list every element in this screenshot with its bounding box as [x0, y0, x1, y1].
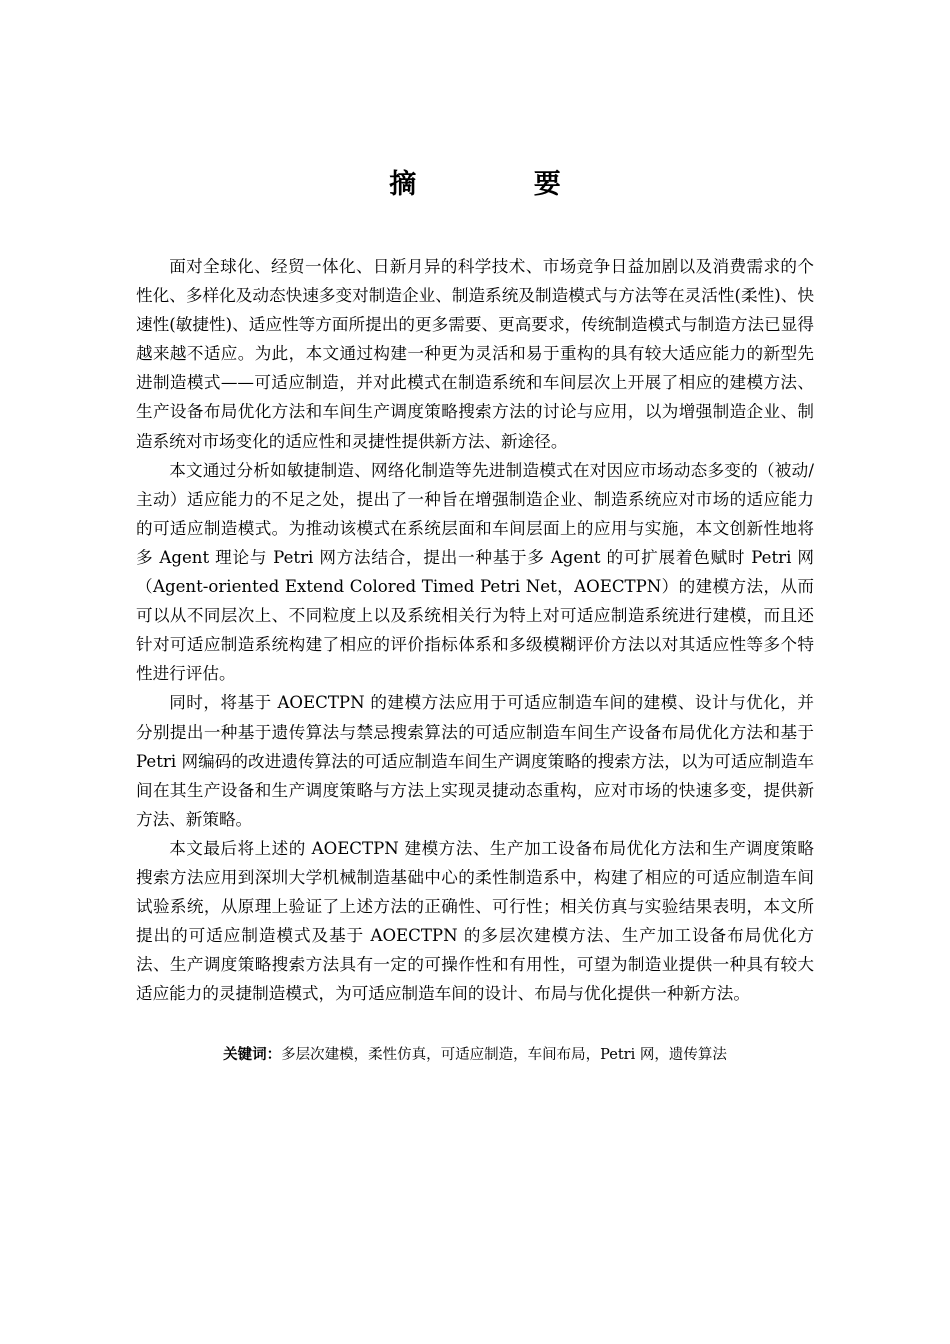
abstract-paragraph-4: 本文最后将上述的 AOECTPN 建模方法、生产加工设备布局优化方法和生产调度策略搜索方法应用到深圳大学机械制造基础中心的柔性制造系中，构建了相应的可适应制造车间试验系统，从原理上验证了上述方法的正确性、可行性；相关仿真与实验结果表明，本文所提出的可适应制造模式及基于 AOECTPN 的多层次建模方法、生产加工设备布局优化方法、生产调度策略搜索方法具有一定的可操作性和有用性，可望为制造业提供一种具有较大适应能力的灵捷制造模式，为可适应制造车间的设计、布局与优化提供一种新方法。	[136, 838, 814, 1004]
abstract-paragraph-2: 本文通过分析如敏捷制造、网络化制造等先进制造模式在对因应市场动态多变的（被动/主动）适应能力的不足之处，提出了一种旨在增强制造企业、制造系统应对市场的适应能力的可适应制造模式。为推动该模式在系统层面和车间层面上的应用与实施，本文创新性地将多 Agent 理论与 Petri 网方法结合，提出一种基于多 Agent 的可扩展着色赋时 Petri 网（Agent-oriented Extend Colored Timed Petri Net，AOECTPN）的建模方法，从而可以从不同层次上、不同粒度上以及系统相关行为特上对可适应制造系统进行建模，而且还针对可适应制造系统构建了相应的评价指标体系和多级模糊评价方法以对其适应性等多个特性进行评估。	[136, 460, 814, 684]
abstract-paragraph-3: 同时，将基于 AOECTPN 的建模方法应用于可适应制造车间的建模、设计与优化，并分别提出一种基于遗传算法与禁忌搜索算法的可适应制造车间生产设备布局优化方法和基于 Petri 网编码的改进遗传算法的可适应制造车间生产调度策略的搜索方法，以为可适应制造车间在其生产设备和生产调度策略与方法上实现灵捷动态重构，应对市场的快速多变，提供新方法、新策略。	[136, 693, 814, 829]
abstract-paragraph-1: 面对全球化、经贸一体化、日新月异的科学技术、市场竞争日益加剧以及消费需求的个性化、多样化及动态快速多变对制造企业、制造系统及制造模式与方法等在灵活性(柔性)、快速性(敏捷性)、适应性等方面所提出的更多需要、更高要求，传统制造模式与制造方法已显得越来越不适应。为此，本文通过构建一种更为灵活和易于重构的具有较大适应能力的新型先进制造模式——可适应制造，并对此模式在制造系统和车间层次上开展了相应的建模方法、生产设备布局优化方法和车间生产调度策略搜索方法的讨论与应用，以为增强制造企业、制造系统对市场变化的适应性和灵捷性提供新方法、新途径。	[136, 257, 814, 451]
abstract-page	[136, 160, 814, 1066]
keywords-line	[136, 1044, 814, 1066]
keywords-label: 关键词：	[223, 1046, 282, 1064]
abstract-title: 摘 要	[389, 169, 615, 200]
keywords-text: 多层次建模，柔性仿真，可适应制造，车间布局，Petri 网，遗传算法	[281, 1047, 727, 1064]
